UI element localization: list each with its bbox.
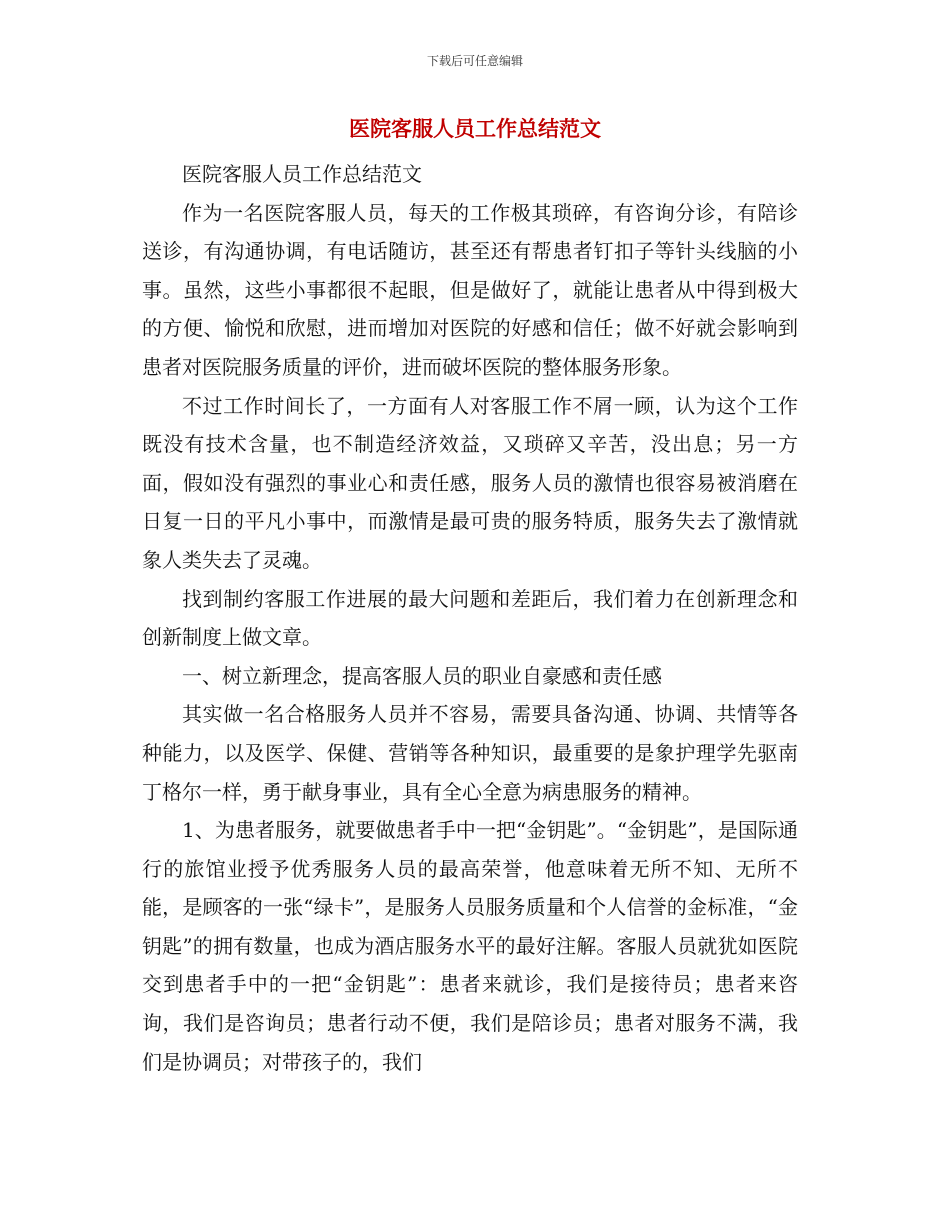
paragraph: 1、为患者服务，就要做患者手中一把“金钥匙”。“金钥匙”，是国际通行的旅馆业授予优秀服务人员的最高荣誉，他意味着无所不知、无所不能，是顾客的一张“绿卡”，是服务人员服务质量和个人信誉的金标准，“金钥匙”的拥有数量，也成为酒店服务水平的最好注解。客服人员就犹如医院交到患者手中的一把“金钥匙”：患者来就诊，我们是接待员；患者来咨询，我们是咨询员；患者行动不便，我们是陪诊员；患者对服务不满，我们是协调员；对带孩子的，我们 — [142, 818, 798, 1074]
paragraph: 作为一名医院客服人员，每天的工作极其琐碎，有咨询分诊，有陪诊送诊，有沟通协调，有电话随访，甚至还有帮患者钉扣子等针头线脑的小事。虽然，这些小事都很不起眼，但是做好了，就能让患者从中得到极大的方便、愉悦和欣慰，进而增加对医院的好感和信任；做不好就会影响到患者对医院服务质量的评价，进而破坏医院的整体服务形象。 — [142, 200, 798, 379]
section-heading: 一、树立新理念，提高客服人员的职业自豪感和责任感 — [182, 663, 662, 688]
page-header: 下载后可任意编辑 — [426, 54, 523, 68]
paragraph: 不过工作时间长了，一方面有人对客服工作不屑一顾，认为这个工作既没有技术含量，也不制造经济效益，又琐碎又辛苦，没出息；另一方面，假如没有强烈的事业心和责任感，服务人员的激情也很容易被消磨在日复一日的平凡小事中，而激情是最可贵的服务特质，服务失去了激情就象人类失去了灵魂。 — [142, 393, 798, 572]
document-body — [142, 155, 798, 1081]
paragraph: 找到制约客服工作进展的最大问题和差距后，我们着力在创新理念和创新制度上做文章。 — [142, 586, 798, 650]
paragraph: 其实做一名合格服务人员并不容易，需要具备沟通、协调、共情等各种能力，以及医学、保健、营销等各种知识，最重要的是象护理学先驱南丁格尔一样，勇于献身事业，具有全心全意为病患服务的精神。 — [142, 702, 798, 804]
paragraph-subtitle: 医院客服人员工作总结范文 — [182, 162, 422, 186]
document-title: 医院客服人员工作总结范文 — [349, 116, 601, 141]
